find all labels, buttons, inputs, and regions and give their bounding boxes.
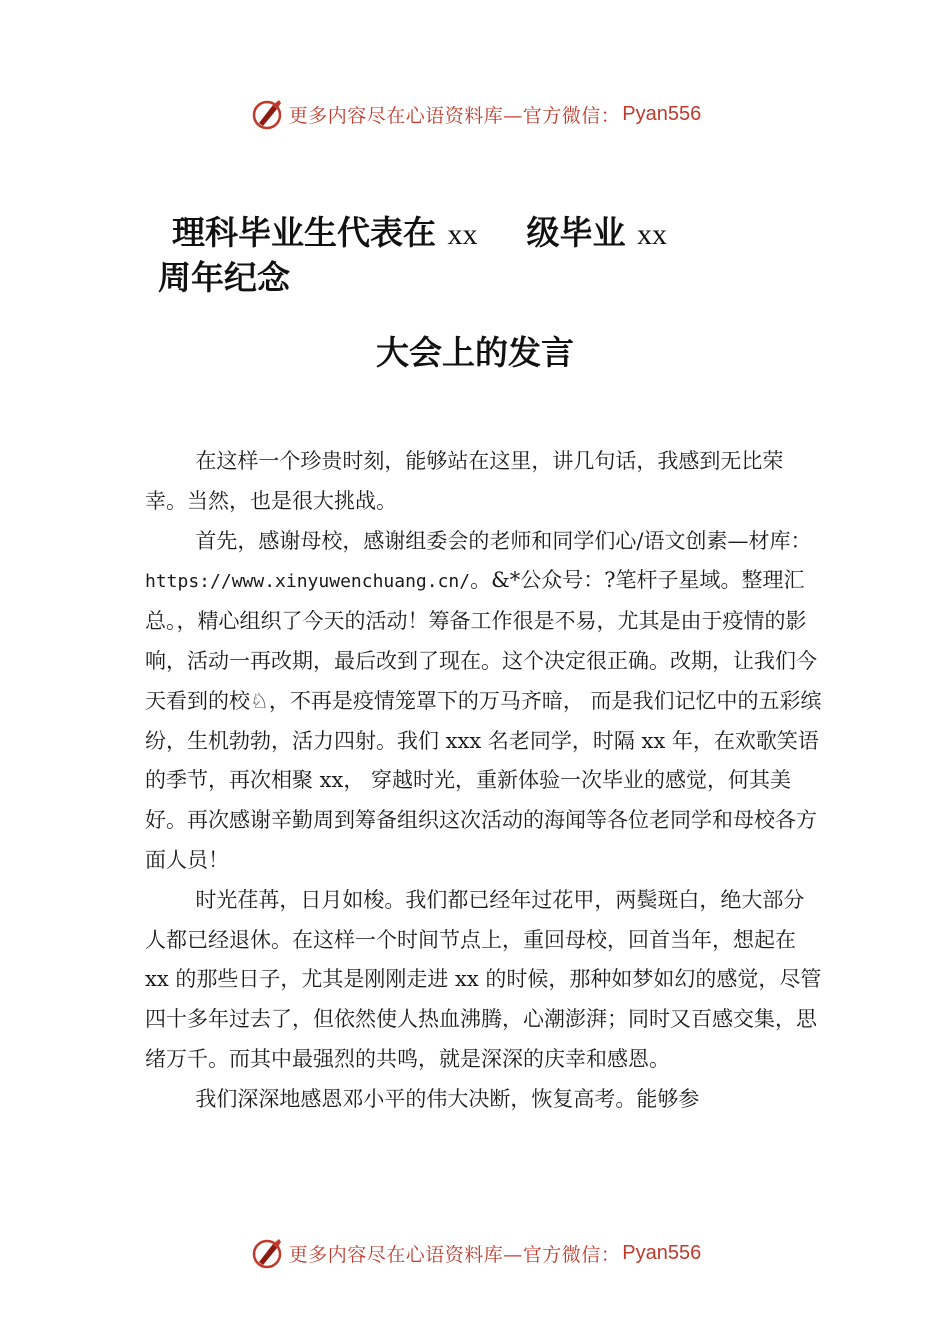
banner-wechat-id: Pyan556 xyxy=(622,102,702,125)
paragraph-3: 时光荏苒，日月如梭。我们都已经年过花甲，两鬓斑白，绝大部分人都已经退休。在这样一个时间节点上，重回母校，回首当年，想起在 xx 的那些日子，尤其是刚刚走进 xx 的时候，那种如梦如幻的感觉，尽管四十多年过去了，但依然使人热血沸腾，心潮澎湃；同时又百感交集，思绪万千。而其中最强烈的共鸣，就是深深的庆幸和感恩。 xyxy=(145,887,822,1071)
paragraph-2-part-b: 。&*公众号：?笔杆子星域。整理汇总。，精心组织了今天的活动！筹备工作很是不易，尤其是由于疫情的影响，活动一再改期，最后改到了现在。这个决定很正确。改期，让我们今天看到的校♘，不再是疫情笼罩下的万马齐暗， 而是我们记忆中的五彩缤纷，生机勃勃，活力四射。我们 xxx 名老同学，时隔 xx 年，在欢歌笑语的季节，再次相聚 xx， 穿越时光，重新体验一次毕业的感觉，何其美好。再次感谢辛勤周到筹备组织这次活动的海闻等各位老同学和母校各方面人员！ xyxy=(145,568,822,872)
page-title-line3: 大会上的发言 xyxy=(376,333,574,372)
title-part: 级毕业 xyxy=(526,213,626,252)
pen-nib-logo-icon xyxy=(249,1235,285,1271)
paragraph-2-url: https://www.xinyuwenchuang.cn/ xyxy=(145,571,471,593)
paragraph-2-part-a: 首先，感谢母校，感谢组委会的老师和同学们心/语文创素—材库： xyxy=(195,528,812,553)
body-text xyxy=(145,442,825,1120)
pen-nib-logo-icon xyxy=(249,96,285,132)
footer-banner xyxy=(0,1233,950,1273)
paragraph-4: 我们深深地感恩邓小平的伟大决断，恢复高考。能够参 xyxy=(195,1086,700,1111)
banner-text: 更多内容尽在心语资料库—官方微信： xyxy=(288,104,621,127)
paragraph-2 xyxy=(145,522,825,881)
page-title-line1 xyxy=(172,207,667,254)
paragraph-1: 在这样一个珍贵时刻，能够站在这里，讲几句话，我感到无比荣幸。当然，也是很大挑战。 xyxy=(145,449,784,513)
banner-text: 更多内容尽在心语资料库—官方微信： xyxy=(288,1243,621,1266)
title-xx: xx xyxy=(447,218,478,251)
page-title-line2: 周年纪念 xyxy=(158,258,290,297)
banner-wechat-id: Pyan556 xyxy=(622,1241,702,1264)
title-xx: xx xyxy=(637,218,667,251)
title-part: 理科毕业生代表在 xyxy=(172,213,436,252)
header-banner xyxy=(0,94,950,134)
